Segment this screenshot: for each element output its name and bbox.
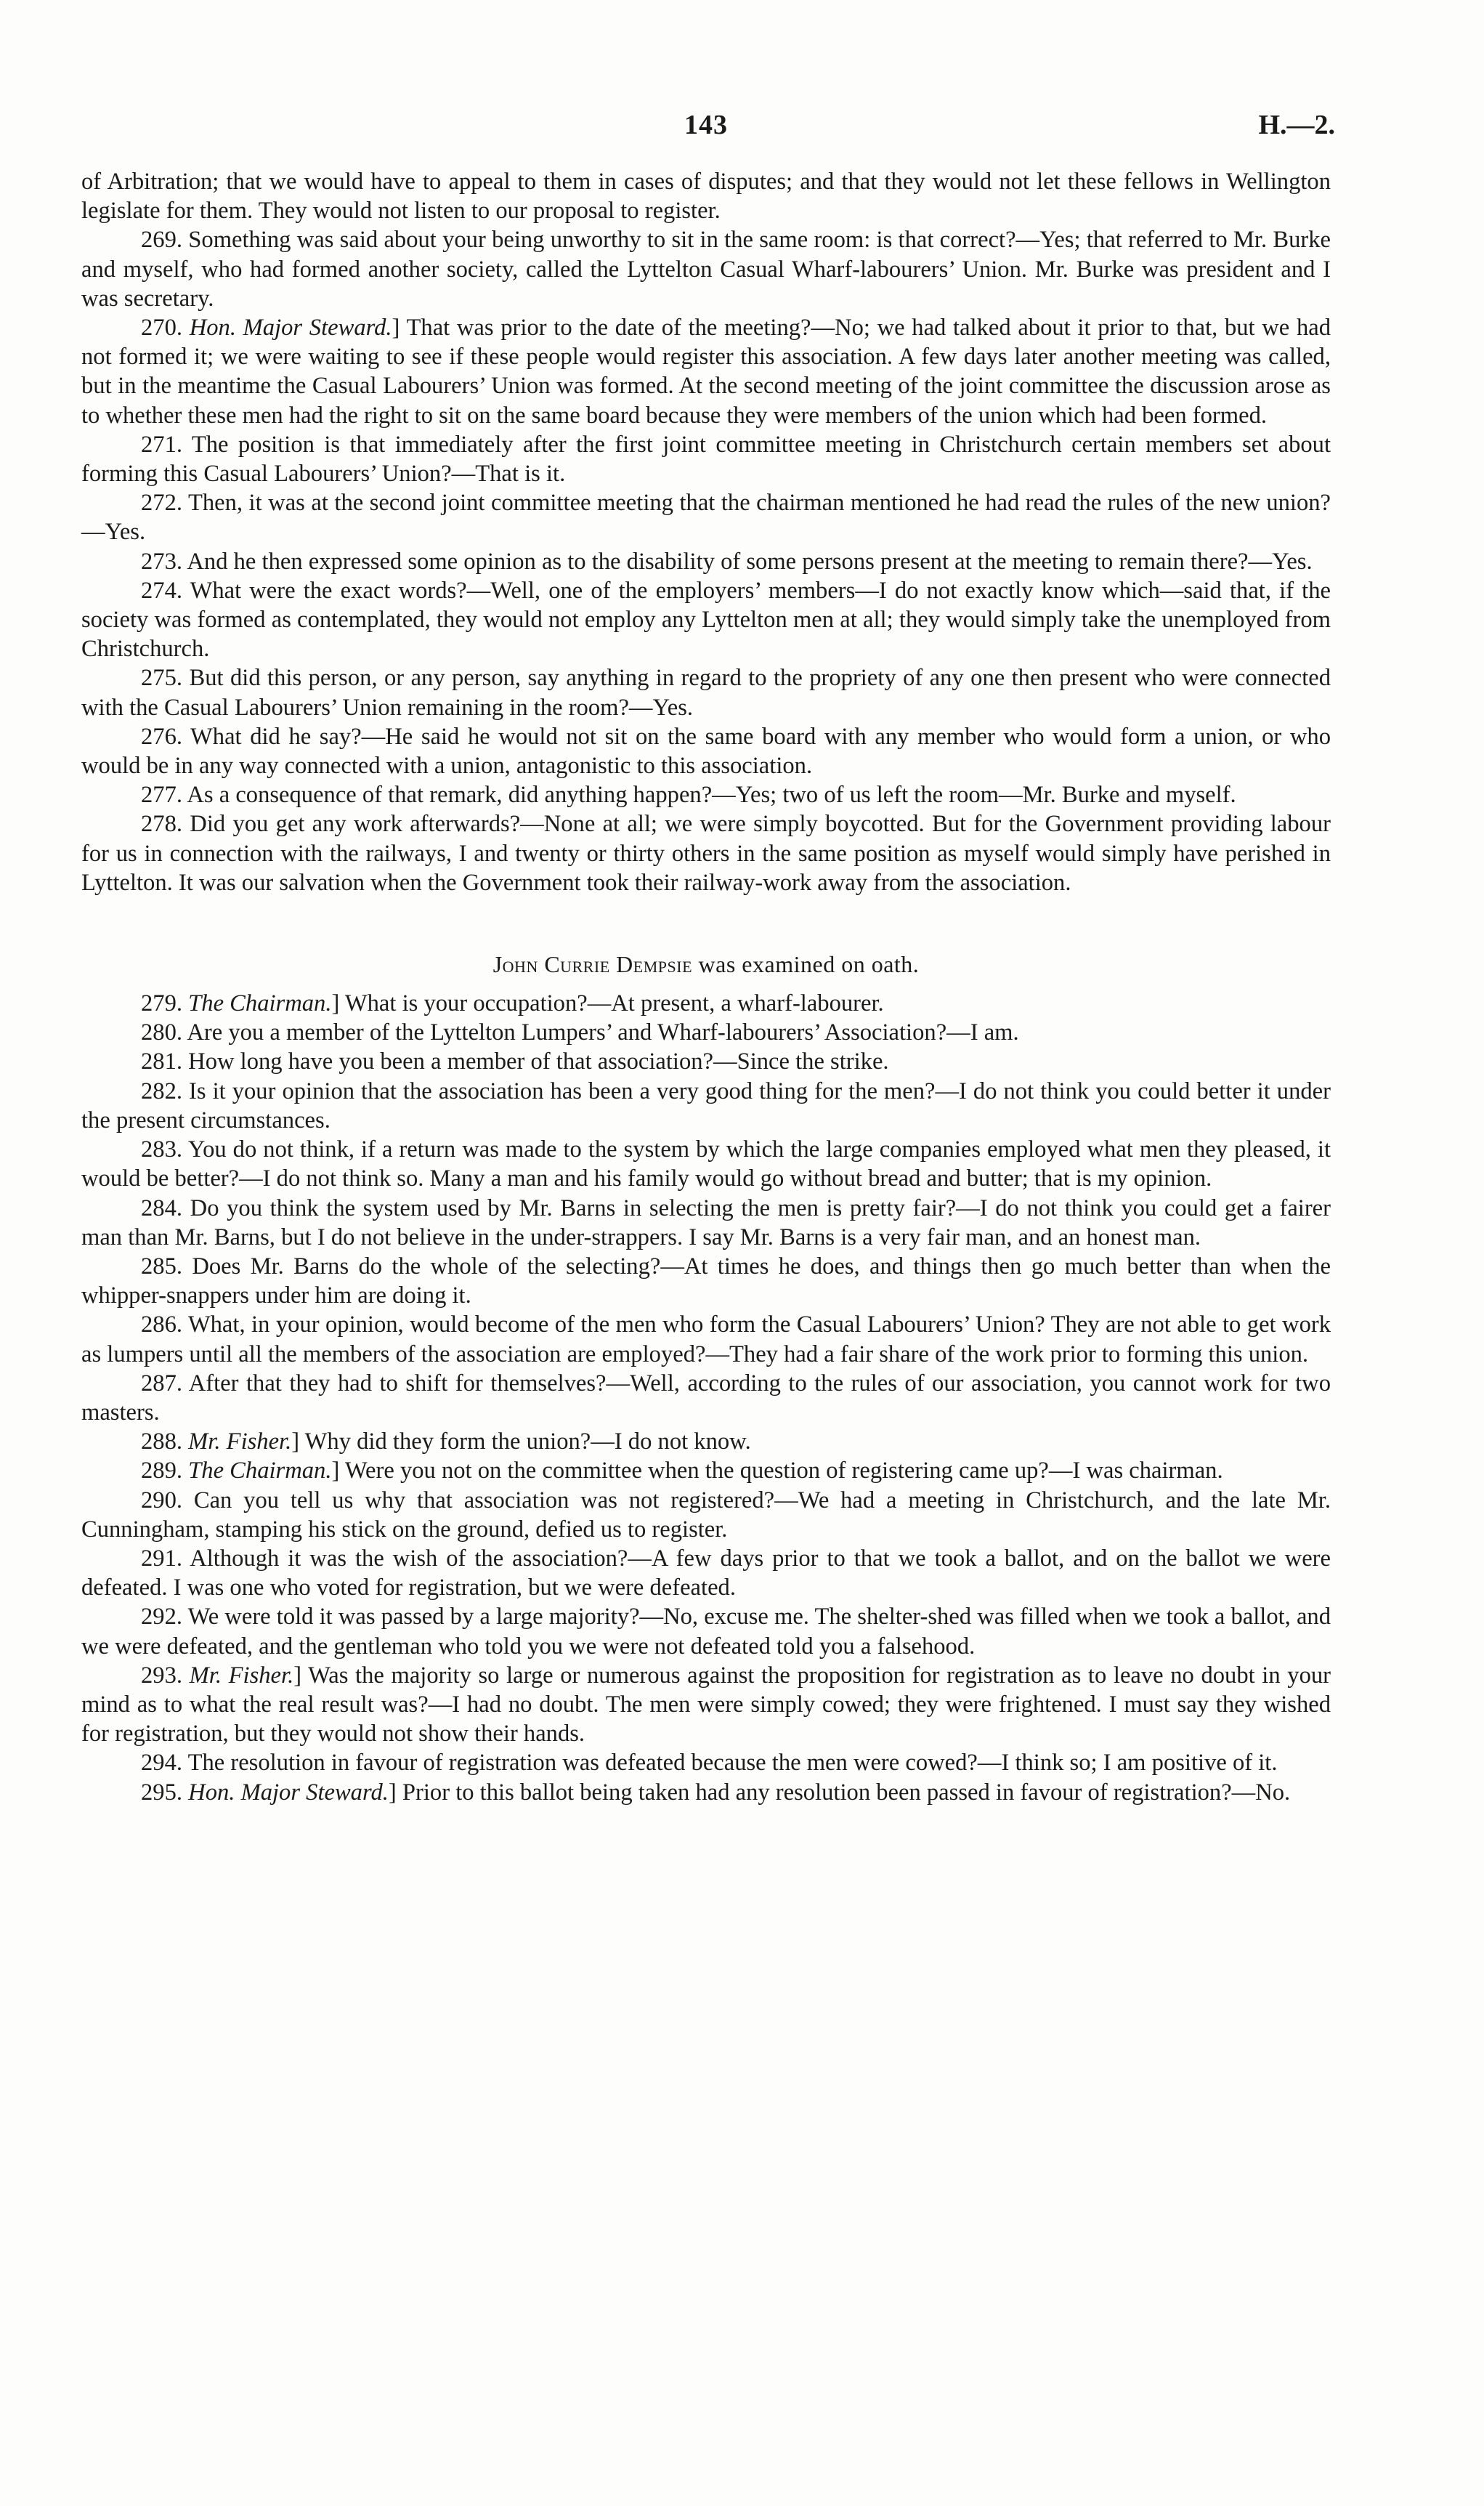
question-number: 271. (141, 431, 183, 458)
speaker-label: The Chairman. (188, 990, 332, 1017)
question-number: 292. (141, 1604, 183, 1630)
question-number: 284. (141, 1195, 183, 1221)
paragraph-text: Something was said about your being unworthy to sit in the same room: is that correct?—Yes; that referred to Mr. Burke and myself, who had formed another society, called the Lyttelton Casual Wharf-labourers’ Union. Mr. Burke was president and I was secretary. (81, 227, 1331, 312)
witness-name: John Currie Dempsie (492, 951, 693, 978)
witness-heading (81, 950, 1331, 979)
paragraph-text: of Arbitration; that we would have to appeal to them in cases of disputes; and that they would not let these fellows in Wellington legislate for them. They would not listen to our proposal to register. (81, 169, 1331, 225)
paragraph-text: But did this person, or any person, say anything in regard to the propriety of any one then present who were connected with the Casual Labourers’ Union remaining in the room?—Yes. (81, 665, 1331, 721)
question-number: 273. (141, 548, 183, 575)
question-number: 275. (141, 665, 183, 692)
question-paragraph (81, 1135, 1331, 1193)
question-paragraph (81, 576, 1331, 664)
question-paragraph: 289. The Chairman.] Were you not on the committee when the question of registering came up?—I was chairman. (141, 1458, 1223, 1484)
page-number: 143 (684, 110, 728, 140)
question-number: 274. (141, 577, 183, 604)
paragraph-text: Although it was the wish of the association?—A few days prior to that we took a ballot, and on the ballot we were defeated. I was one who voted for registration, but we were defeated. (81, 1545, 1331, 1601)
question-number: 290. (141, 1487, 183, 1513)
question-number: 293. (141, 1662, 183, 1689)
speaker-label: Mr. Fisher. (188, 1428, 292, 1455)
paragraph-text: What were the exact words?—Well, one of the employers’ members—I do not exactly know which—said that, if the society was formed as contemplated, they would not employ any Lyttelton men at all; they would simply take the unemployed from Christchurch. (81, 577, 1331, 663)
evidence-block-second (81, 989, 1331, 1807)
paragraph-text: Do you think the system used by Mr. Barns in selecting the men is pretty fair?—I do not think you could get a fairer man than Mr. Barns, but I do not believe in the under-strappers. I say Mr. Barns is a very fair man, and an honest man. (81, 1195, 1331, 1250)
paragraph-text: Prior to this ballot being taken had any resolution been passed in favour of registration?—No. (402, 1779, 1291, 1806)
paragraph-text: You do not think, if a return was made to the system by which the large companies employed what men they pleased, it would be better?—I do not think so. Many a man and his family would go without bread and butter; that is my opinion. (81, 1136, 1331, 1192)
question-number: 286. (141, 1311, 183, 1338)
paragraph-text: That was prior to the date of the meeting?—No; we had talked about it prior to that, but we had not formed it; we were waiting to see if these people would register this association. A few days later another meeting was called, but in the meantime the Casual Labourers’ Union was formed. At the second meeting of the joint committee the discussion arose as to whether these men had the right to sit on the same board because they were members of the union which had been formed. (81, 315, 1331, 429)
question-paragraph (81, 722, 1331, 780)
question-number: 277. (141, 782, 183, 809)
speaker-label: Mr. Fisher. (189, 1662, 294, 1689)
paragraph-text: What, in your opinion, would become of the men who form the Casual Labourers’ Union? They are not able to get work as lumpers until all the members of the association are employed?—They had a fair share of the work prior to forming this union. (81, 1311, 1331, 1367)
question-paragraph (81, 1018, 1331, 1047)
question-number: 269. (141, 227, 183, 254)
speaker-label: Hon. Major Steward. (189, 315, 392, 341)
question-number: 280. (141, 1019, 183, 1046)
question-number: 281. (141, 1048, 183, 1075)
paragraph-text: The resolution in favour of registration was defeated because the men were cowed?—I think so; I am positive of it. (187, 1750, 1278, 1777)
question-paragraph (81, 780, 1331, 809)
paragraph-text: What is your occupation?—At present, a wharf-labourer. (344, 990, 884, 1017)
question-paragraph: 279. The Chairman.] What is your occupation?—At present, a wharf-labourer. (141, 990, 884, 1017)
paragraph-text: What did he say?—He said he would not sit on the same board with any member who would form a union, or who would be in any way connected with a union, antagonistic to this association. (81, 723, 1331, 780)
question-paragraph (81, 1047, 1331, 1076)
paragraph-text: Is it your opinion that the association has been a very good thing for the men?—I do not think you could better it under the present circumstances. (81, 1078, 1331, 1133)
question-paragraph (81, 1310, 1331, 1368)
speaker-label: The Chairman. (188, 1458, 332, 1484)
question-number: 285. (141, 1253, 183, 1280)
paragraph-text: And he then expressed some opinion as to the disability of some persons present at the meeting to remain there?—Yes. (187, 548, 1313, 575)
question-number: 294. (141, 1750, 183, 1777)
speaker-label: Hon. Major Steward. (188, 1779, 389, 1806)
question-number: 288. (141, 1428, 183, 1455)
paragraph-text: The position is that immediately after the first joint committee meeting in Christchurch certain members set about forming this Casual Labourers’ Union?—That is it. (81, 431, 1331, 488)
question-paragraph (81, 547, 1331, 576)
question-paragraph (81, 488, 1331, 546)
question-number: 287. (141, 1370, 183, 1397)
paragraph-text: Are you a member of the Lyttelton Lumpers’ and Wharf-labourers’ Association?—I am. (187, 1019, 1019, 1046)
question-paragraph (81, 809, 1331, 897)
question-paragraph (81, 1077, 1331, 1135)
question-paragraph (81, 225, 1331, 313)
question-paragraph (81, 1252, 1331, 1310)
paragraph-text: We were told it was passed by a large majority?—No, excuse me. The shelter-shed was filled when we took a ballot, and we were defeated, and the gentleman who told you we were not defeated told you a falsehood. (81, 1604, 1331, 1660)
question-paragraph (81, 1544, 1331, 1602)
question-paragraph (81, 1369, 1331, 1427)
page-header (81, 109, 1335, 167)
paragraph-text: How long have you been a member of that association?—Since the strike. (188, 1048, 889, 1075)
question-number: 270. (141, 315, 183, 341)
paragraph-text: Did you get any work afterwards?—None at all; we were simply boycotted. But for the Government providing labour for us in connection with the railways, I and twenty or thirty others in the same position as myself would simply have perished in Lyttelton. It was our salvation when the Government took their railway-work away from the association. (81, 811, 1331, 896)
evidence-block-first (81, 167, 1331, 897)
question-paragraph (81, 430, 1331, 488)
question-paragraph (81, 1602, 1331, 1660)
question-number: 291. (141, 1545, 183, 1572)
paragraph-text: Were you not on the committee when the question of registering came up?—I was chairman. (344, 1458, 1223, 1484)
paragraph-text: As a consequence of that remark, did anything happen?—Yes; two of us left the room—Mr. Burke and myself. (187, 782, 1236, 809)
document-reference: H.—2. (1258, 110, 1335, 140)
question-paragraph (81, 1194, 1331, 1252)
question-paragraph: 293. Mr. Fisher.] Was the majority so large or numerous against the proposition for registration as to leave no doubt in your mind as to what the real result was?—I had no doubt. The men were simply cowed; they were frightened. I must say they wished for registration, but they would not show their hands. (81, 1662, 1331, 1747)
document-page (81, 109, 1335, 1807)
paragraph-text: After that they had to shift for themselves?—Well, according to the rules of our association, you cannot work for two masters. (81, 1370, 1331, 1426)
question-paragraph: 270. Hon. Major Steward.] That was prior to the date of the meeting?—No; we had talked about it prior to that, but we had not formed it; we were waiting to see if these people would register this association. A few days later another meeting was called, but in the meantime the Casual Labourers’ Union was formed. At the second meeting of the joint committee the discussion arose as to whether these men had the right to sit on the same board because they were members of the union which had been formed. (81, 315, 1331, 429)
continued-paragraph (81, 167, 1331, 225)
paragraph-text: Why did they form the union?—I do not know. (304, 1428, 751, 1455)
question-paragraph: 295. Hon. Major Steward.] Prior to this ballot being taken had any resolution been passed in favour of registration?—No. (141, 1779, 1291, 1806)
question-number: 282. (141, 1078, 183, 1104)
paragraph-text: Does Mr. Barns do the whole of the selecting?—At times he does, and things then go much better than when the whipper-snappers under him are doing it. (81, 1253, 1331, 1309)
question-number: 272. (141, 490, 183, 517)
question-number: 295. (141, 1779, 183, 1806)
question-number: 276. (141, 723, 183, 750)
question-number: 283. (141, 1136, 183, 1163)
question-number: 278. (141, 811, 183, 838)
witness-suffix: was examined on oath. (698, 951, 920, 978)
paragraph-text: Was the majority so large or numerous against the proposition for registration as to leave no doubt in your mind as to what the real result was?—I had no doubt. The men were simply cowed; they were frightened. I must say they wished for registration, but they would not show their hands. (81, 1662, 1331, 1747)
question-paragraph: 288. Mr. Fisher.] Why did they form the union?—I do not know. (141, 1428, 751, 1455)
question-paragraph (81, 1486, 1331, 1544)
question-number: 279. (141, 990, 183, 1017)
question-paragraph (81, 663, 1331, 722)
question-paragraph (81, 1748, 1331, 1777)
paragraph-text: Can you tell us why that association was not registered?—We had a meeting in Christchurch, and the late Mr. Cunningham, stamping his stick on the ground, defied us to register. (81, 1487, 1331, 1543)
paragraph-text: Then, it was at the second joint committee meeting that the chairman mentioned he had read the rules of the new union?—Yes. (81, 490, 1331, 546)
question-number: 289. (141, 1458, 183, 1484)
